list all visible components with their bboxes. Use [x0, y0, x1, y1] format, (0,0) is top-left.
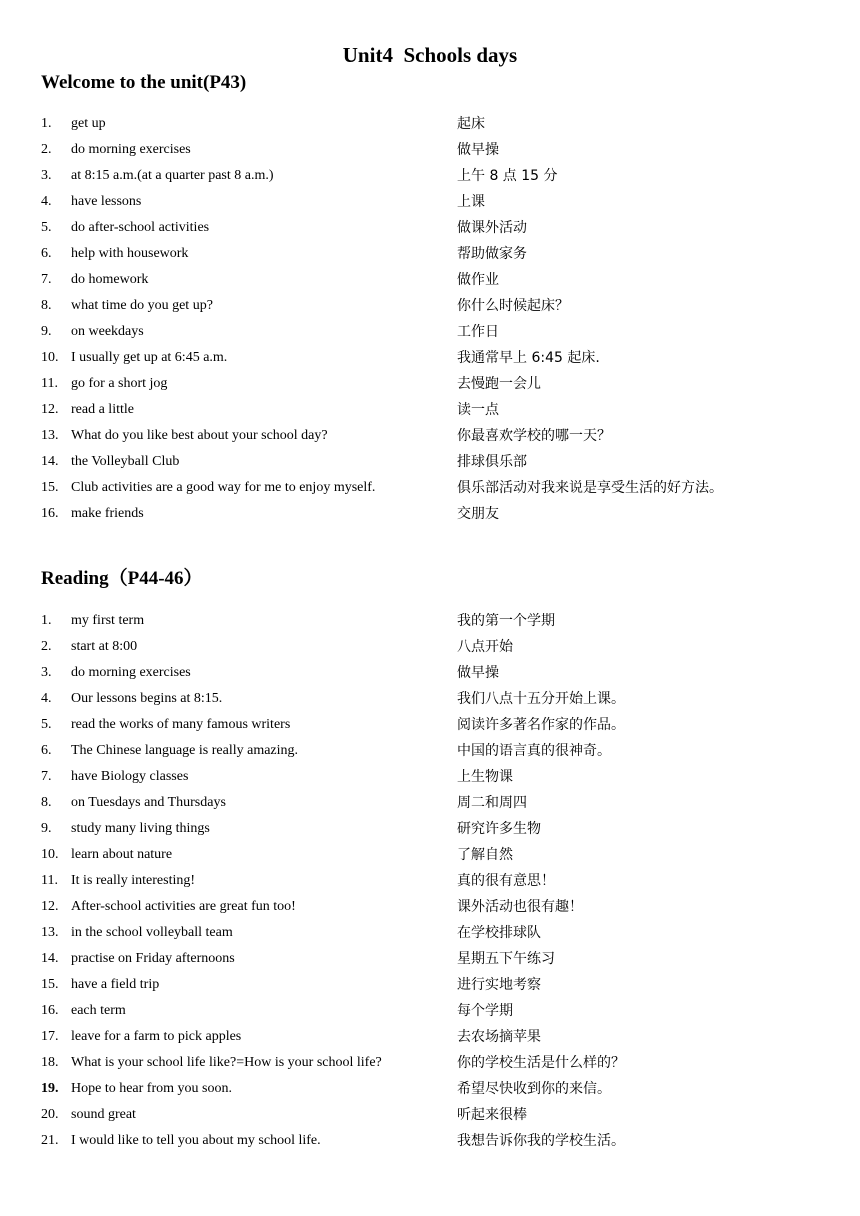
item-number: 14. — [41, 454, 59, 469]
item-number: 2. — [41, 142, 52, 157]
section-heading-welcome: Welcome to the unit(P43) — [41, 72, 247, 93]
english-phrase: each term — [71, 1003, 126, 1018]
item-number: 20. — [41, 1107, 59, 1122]
item-number: 8. — [41, 795, 52, 810]
english-phrase: What do you like best about your school day? — [71, 428, 328, 443]
list-item — [0, 998, 860, 1024]
chinese-translation: 上课 — [457, 194, 485, 210]
english-phrase: get up — [71, 116, 106, 131]
english-phrase: start at 8:00 — [71, 639, 138, 654]
list-item — [0, 319, 860, 345]
chinese-translation: 我的第一个学期 — [457, 613, 555, 629]
chinese-translation: 做作业 — [457, 272, 499, 288]
list-item — [0, 608, 860, 634]
english-phrase: my first term — [71, 613, 145, 628]
english-phrase: have a field trip — [71, 977, 160, 992]
list-item — [0, 946, 860, 972]
list-item — [0, 215, 860, 241]
chinese-translation: 我们八点十五分开始上课。 — [457, 691, 625, 707]
list-item — [0, 1076, 860, 1102]
chinese-translation: 交朋友 — [457, 506, 499, 522]
list-item — [0, 816, 860, 842]
section-heading-reading — [41, 566, 203, 591]
english-phrase: What is your school life like?=How is your school life? — [71, 1055, 382, 1070]
list-item — [0, 660, 860, 686]
item-number: 2. — [41, 639, 52, 654]
item-number: 12. — [41, 402, 59, 417]
list-item — [0, 189, 860, 215]
list-item — [0, 764, 860, 790]
item-number: 14. — [41, 951, 59, 966]
item-number: 21. — [41, 1133, 59, 1148]
english-phrase: The Chinese language is really amazing. — [71, 743, 299, 758]
chinese-translation: 真的很有意思！ — [457, 873, 555, 889]
item-number: 4. — [41, 194, 52, 209]
list-item — [0, 712, 860, 738]
item-number: 15. — [41, 480, 59, 495]
chinese-translation: 俱乐部活动对我来说是享受生活的好方法。 — [457, 480, 723, 496]
reading-heading-text: Reading — [41, 568, 109, 589]
list-item — [0, 894, 860, 920]
chinese-translation: 研究许多生物 — [457, 821, 541, 837]
list-item — [0, 868, 860, 894]
chinese-translation: 你什么时候起床？ — [457, 298, 569, 314]
page-title: Unit4 Schools days — [342, 43, 518, 67]
item-number: 10. — [41, 350, 59, 365]
chinese-translation: 做早操 — [457, 142, 499, 158]
reading-heading-close-paren: ） — [183, 567, 203, 589]
english-phrase: do homework — [71, 272, 149, 287]
item-number: 12. — [41, 899, 59, 914]
chinese-translation: 八点开始 — [457, 639, 513, 655]
item-number: 10. — [41, 847, 59, 862]
chinese-translation: 去农场摘苹果 — [457, 1029, 541, 1045]
item-number: 16. — [41, 506, 59, 521]
chinese-translation: 中国的语言真的很神奇。 — [457, 743, 611, 759]
list-item — [0, 475, 860, 501]
english-phrase: It is really interesting! — [71, 873, 196, 888]
reading-heading-pages: P44-46 — [127, 568, 184, 589]
chinese-translation: 我通常早上 6:45 起床. — [457, 350, 600, 366]
english-phrase: have lessons — [71, 194, 142, 209]
item-number: 4. — [41, 691, 52, 706]
item-number: 3. — [41, 168, 52, 183]
english-phrase: in the school volleyball team — [71, 925, 233, 940]
english-phrase: read a little — [71, 402, 134, 417]
english-phrase: After-school activities are great fun too! — [71, 899, 296, 914]
chinese-translation: 周二和周四 — [457, 795, 527, 811]
english-phrase: study many living things — [71, 821, 210, 836]
item-number: 15. — [41, 977, 59, 992]
item-number: 5. — [41, 717, 52, 732]
english-phrase: Our lessons begins at 8:15. — [71, 691, 223, 706]
english-phrase: leave for a farm to pick apples — [71, 1029, 242, 1044]
english-phrase: sound great — [71, 1107, 136, 1122]
item-number: 18. — [41, 1055, 59, 1070]
chinese-translation: 阅读许多著名作家的作品。 — [457, 717, 625, 733]
english-phrase: on weekdays — [71, 324, 144, 339]
chinese-translation: 排球俱乐部 — [457, 454, 527, 470]
chinese-translation: 了解自然 — [457, 847, 513, 863]
list-item — [0, 397, 860, 423]
list-item — [0, 501, 860, 527]
english-phrase: the Volleyball Club — [71, 454, 180, 469]
english-phrase: help with housework — [71, 246, 189, 261]
chinese-translation: 你的学校生活是什么样的？ — [457, 1055, 625, 1071]
chinese-translation: 我想告诉你我的学校生活。 — [457, 1133, 625, 1149]
list-item — [0, 1102, 860, 1128]
english-phrase: at 8:15 a.m.(at a quarter past 8 a.m.) — [71, 168, 274, 183]
list-item — [0, 1024, 860, 1050]
item-number: 13. — [41, 925, 59, 940]
english-phrase: practise on Friday afternoons — [71, 951, 235, 966]
chinese-translation: 去慢跑一会儿 — [457, 376, 541, 392]
chinese-translation: 做早操 — [457, 665, 499, 681]
english-phrase: learn about nature — [71, 847, 173, 862]
list-item — [0, 345, 860, 371]
list-item — [0, 241, 860, 267]
english-phrase: I usually get up at 6:45 a.m. — [71, 350, 228, 365]
item-number: 3. — [41, 665, 52, 680]
english-phrase: make friends — [71, 506, 144, 521]
item-number: 16. — [41, 1003, 59, 1018]
english-phrase: read the works of many famous writers — [71, 717, 291, 732]
english-phrase: go for a short jog — [71, 376, 168, 391]
list-item — [0, 686, 860, 712]
list-item — [0, 423, 860, 449]
english-phrase: I would like to tell you about my school life. — [71, 1133, 321, 1148]
item-number: 6. — [41, 246, 52, 261]
item-number: 11. — [41, 873, 58, 888]
chinese-translation: 听起来很棒 — [457, 1107, 527, 1123]
chinese-translation: 上午 8 点 15 分 — [457, 168, 558, 184]
list-item — [0, 111, 860, 137]
item-number: 19. — [41, 1081, 59, 1096]
item-number: 13. — [41, 428, 59, 443]
english-phrase: do morning exercises — [71, 665, 191, 680]
list-item — [0, 267, 860, 293]
item-number: 7. — [41, 272, 52, 287]
reading-vocab-list — [0, 608, 860, 1154]
english-phrase: on Tuesdays and Thursdays — [71, 795, 226, 810]
english-phrase: have Biology classes — [71, 769, 189, 784]
list-item — [0, 293, 860, 319]
chinese-translation: 每个学期 — [457, 1003, 513, 1019]
list-item — [0, 1050, 860, 1076]
list-item — [0, 842, 860, 868]
item-number: 6. — [41, 743, 52, 758]
list-item — [0, 137, 860, 163]
chinese-translation: 在学校排球队 — [457, 925, 541, 941]
item-number: 9. — [41, 324, 52, 339]
item-number: 8. — [41, 298, 52, 313]
english-phrase: do after-school activities — [71, 220, 210, 235]
item-number: 11. — [41, 376, 58, 391]
list-item — [0, 163, 860, 189]
welcome-vocab-list — [0, 111, 860, 527]
item-number: 7. — [41, 769, 52, 784]
item-number: 5. — [41, 220, 52, 235]
chinese-translation: 读一点 — [457, 402, 499, 418]
english-phrase: do morning exercises — [71, 142, 191, 157]
list-item — [0, 738, 860, 764]
chinese-translation: 做课外活动 — [457, 220, 527, 236]
chinese-translation: 星期五下午练习 — [457, 951, 555, 967]
chinese-translation: 起床 — [457, 116, 485, 132]
chinese-translation: 课外活动也很有趣！ — [457, 899, 583, 915]
reading-heading-open-paren: （ — [108, 567, 128, 589]
item-number: 17. — [41, 1029, 59, 1044]
list-item — [0, 449, 860, 475]
chinese-translation: 进行实地考察 — [457, 977, 541, 993]
english-phrase: Club activities are a good way for me to enjoy myself. — [71, 480, 376, 495]
chinese-translation: 你最喜欢学校的哪一天？ — [457, 428, 611, 444]
item-number: 1. — [41, 613, 52, 628]
english-phrase: what time do you get up? — [71, 298, 213, 313]
list-item — [0, 1128, 860, 1154]
list-item — [0, 634, 860, 660]
chinese-translation: 帮助做家务 — [457, 246, 527, 262]
chinese-translation: 上生物课 — [457, 769, 513, 785]
item-number: 1. — [41, 116, 52, 131]
list-item — [0, 790, 860, 816]
list-item — [0, 371, 860, 397]
chinese-translation: 希望尽快收到你的来信。 — [457, 1081, 611, 1097]
item-number: 9. — [41, 821, 52, 836]
list-item — [0, 920, 860, 946]
chinese-translation: 工作日 — [457, 324, 499, 340]
list-item — [0, 972, 860, 998]
english-phrase: Hope to hear from you soon. — [71, 1081, 232, 1096]
